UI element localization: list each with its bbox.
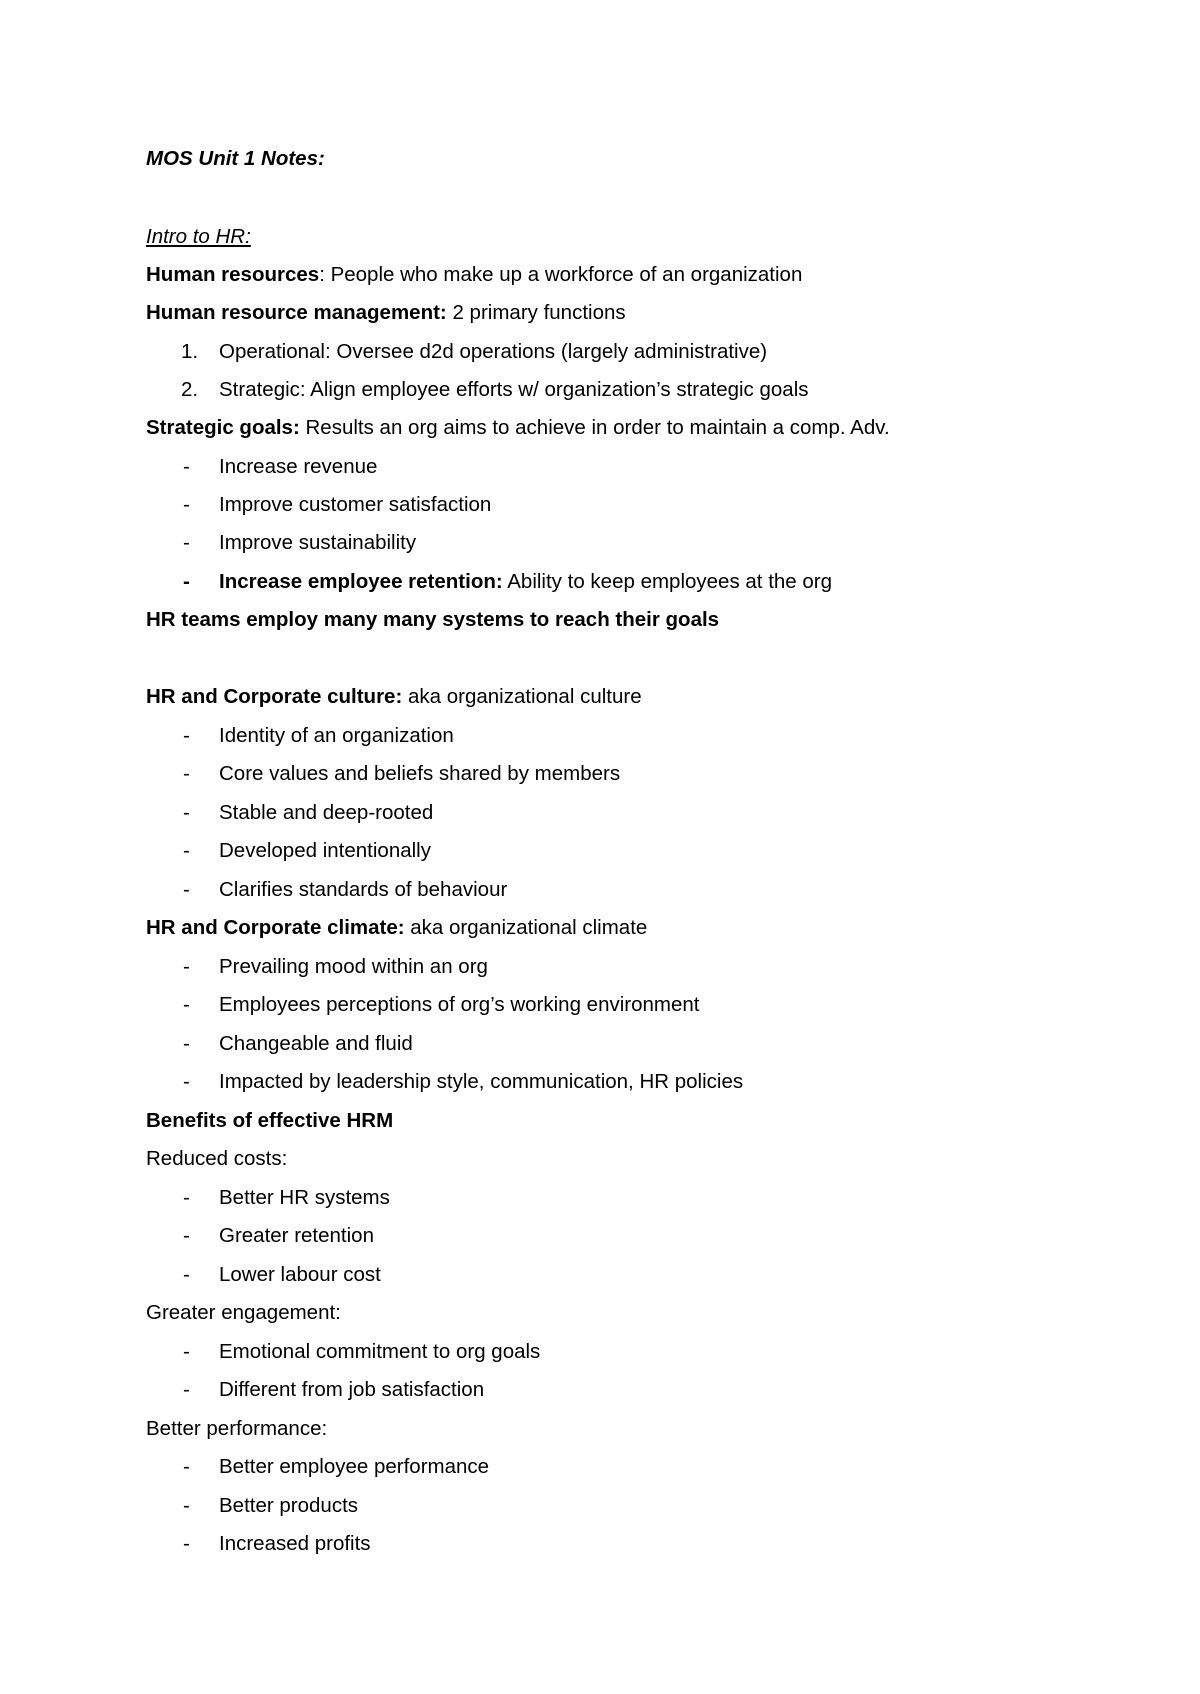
dash-bullet: - — [183, 801, 190, 824]
dash-bullet: - — [183, 455, 190, 478]
dash-bullet: - — [183, 1186, 190, 1209]
dash-bullet: - — [183, 531, 190, 554]
list-item: Greater retention — [219, 1224, 374, 1247]
term-culture: HR and Corporate culture: — [146, 685, 403, 708]
dash-bullet: - — [183, 1032, 190, 1055]
dash-bullet: - — [183, 1340, 190, 1363]
list-item: Increase revenue — [219, 455, 378, 478]
list-item — [219, 569, 832, 595]
numbered-item: Operational: Oversee d2d operations (largely administrative) — [219, 340, 768, 363]
dash-bullet: - — [183, 570, 190, 593]
list-item: Changeable and fluid — [219, 1032, 413, 1055]
systems-line: HR teams employ many many systems to reach their goals — [146, 608, 720, 631]
dash-bullet: - — [183, 1263, 190, 1286]
strategic-goals-definition — [146, 415, 890, 441]
dash-bullet: - — [183, 993, 190, 1016]
def-strategic-goals: Results an org aims to achieve in order to maintain a comp. Adv. — [299, 416, 890, 439]
list-item: Improve customer satisfaction — [219, 493, 492, 516]
numbered-item: Strategic: Align employee efforts w/ organization’s strategic goals — [219, 378, 809, 401]
list-item: Lower labour cost — [219, 1263, 381, 1286]
list-item: Emotional commitment to org goals — [219, 1340, 541, 1363]
list-item: Stable and deep-rooted — [219, 801, 434, 824]
list-item: Clarifies standards of behaviour — [219, 878, 508, 901]
hr-definition — [146, 262, 802, 288]
list-item: Improve sustainability — [219, 531, 417, 554]
dash-bullet: - — [183, 839, 190, 862]
dash-bullet: - — [183, 493, 190, 516]
term-human-resources: Human resources — [146, 263, 320, 286]
intro-heading: Intro to HR: — [146, 225, 251, 248]
list-item: Better products — [219, 1494, 359, 1517]
dash-bullet: - — [183, 724, 190, 747]
list-item: Better HR systems — [219, 1186, 390, 1209]
list-item: Identity of an organization — [219, 724, 454, 747]
list-item: Increased profits — [219, 1532, 371, 1555]
def-human-resources: : People who make up a workforce of an organization — [319, 263, 803, 286]
dash-bullet: - — [183, 878, 190, 901]
greater-engagement-heading: Greater engagement: — [146, 1301, 341, 1324]
list-item: Core values and beliefs shared by members — [219, 762, 621, 785]
benefits-heading: Benefits of effective HRM — [146, 1109, 394, 1132]
list-item: Developed intentionally — [219, 839, 431, 862]
dash-bullet: - — [183, 1532, 190, 1555]
term-retention: Increase employee retention: — [219, 570, 503, 593]
culture-definition — [146, 684, 642, 710]
def-climate: aka organizational climate — [404, 916, 648, 939]
def-culture: aka organizational culture — [402, 685, 642, 708]
doc-title: MOS Unit 1 Notes: — [146, 147, 325, 170]
term-strategic-goals: Strategic goals: — [146, 416, 300, 439]
def-retention: Ability to keep employees at the org — [502, 570, 833, 593]
climate-definition — [146, 915, 647, 941]
list-item: Prevailing mood within an org — [219, 955, 488, 978]
numbered-marker: 1. — [181, 340, 199, 363]
dash-bullet: - — [183, 762, 190, 785]
dash-bullet: - — [183, 1378, 190, 1401]
list-item: Impacted by leadership style, communication, HR policies — [219, 1070, 744, 1093]
list-item: Better employee performance — [219, 1455, 490, 1478]
hrm-definition — [146, 300, 626, 326]
dash-bullet: - — [183, 1070, 190, 1093]
list-item: Employees perceptions of org’s working environment — [219, 993, 700, 1016]
dash-bullet: - — [183, 1224, 190, 1247]
better-performance-heading: Better performance: — [146, 1417, 328, 1440]
dash-bullet: - — [183, 955, 190, 978]
numbered-marker: 2. — [181, 378, 199, 401]
def-hrm: 2 primary functions — [446, 301, 626, 324]
reduced-costs-heading: Reduced costs: — [146, 1147, 288, 1170]
dash-bullet: - — [183, 1494, 190, 1517]
list-item: Different from job satisfaction — [219, 1378, 485, 1401]
term-hrm: Human resource management: — [146, 301, 447, 324]
term-climate: HR and Corporate climate: — [146, 916, 405, 939]
dash-bullet: - — [183, 1455, 190, 1478]
